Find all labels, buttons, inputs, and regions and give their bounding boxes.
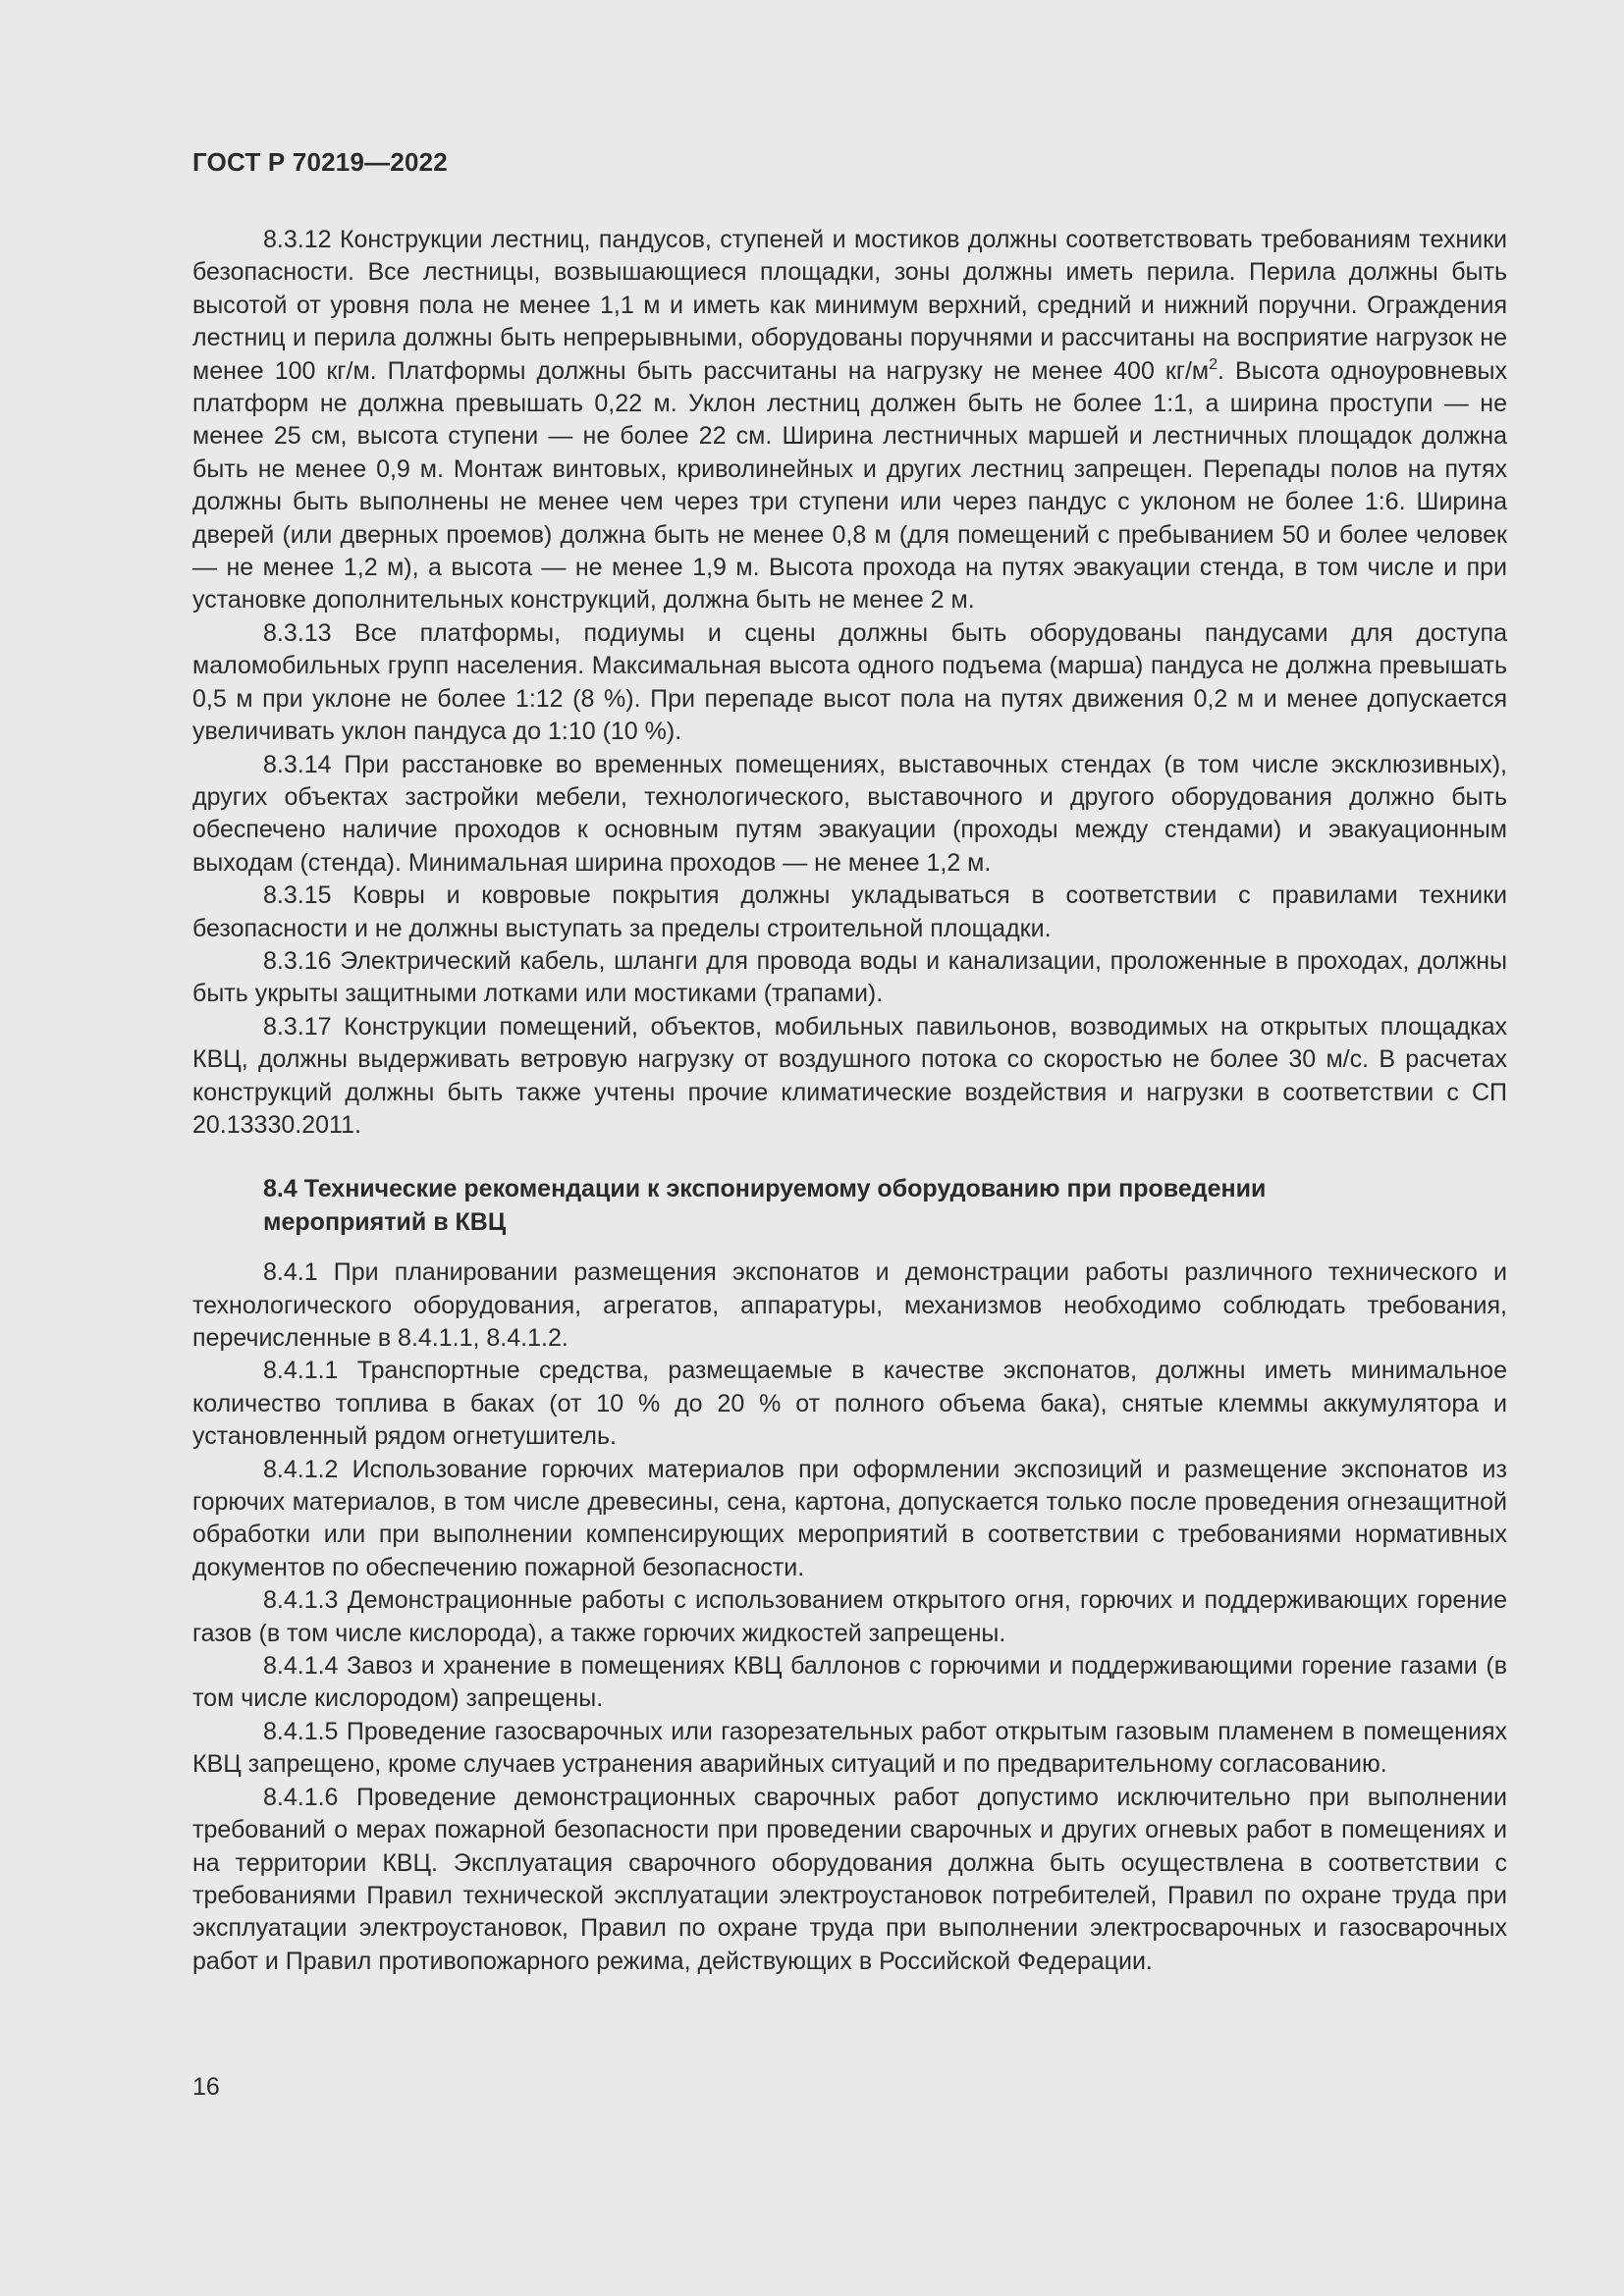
- page-number: 16: [192, 2073, 220, 2101]
- standard-header: ГОСТ Р 70219—2022: [192, 147, 448, 177]
- paragraph-8-4-1-2: 8.4.1.2 Использование горючих материалов при оформлении экспозиций и размещение экспонатов из горючих материалов, в том числе древесины, сена, картона, допускается только после проведения огнезащитной обработки или при выполнении компенсирующих мероприятий в соответствии с требованиями нормативных документов по обеспечению пожарной безопасности.: [192, 1455, 1507, 1581]
- superscript-square: 2: [1209, 355, 1218, 373]
- paragraph-8-4-1-4: 8.4.1.4 Завоз и хранение в помещениях КВЦ баллонов с горючими и поддерживающими горение газами (в том числе кислородом) запрещены.: [192, 1652, 1507, 1713]
- paragraph-8-4-1-3: 8.4.1.3 Демонстрационные работы с использованием открытого огня, горючих и поддерживающих горение газов (в том числе кислорода), а также горючих жидкостей запрещены.: [192, 1586, 1507, 1647]
- section-heading-8-4: [192, 1173, 1507, 1239]
- paragraph-8-3-13: 8.3.13 Все платформы, подиумы и сцены должны быть оборудованы пандусами для доступа маломобильных групп населения. Максимальная высота одного подъема (марша) пандуса не должна превышать 0,5 м при уклоне не более 1:12 (8 %). При перепаде высот пола на путях движения 0,2 м и менее допускается увеличивать уклон пандуса до 1:10 (10 %).: [192, 618, 1507, 746]
- paragraph-8-4-1-6: 8.4.1.6 Проведение демонстрационных сварочных работ допустимо исключительно при выполнении требований о мерах пожарной безопасности при проведении сварочных и других огневых работ в помещениях и на территории КВЦ. Эксплуатация сварочного оборудования должна быть осуществлена в соответствии с требованиями Правил технической эксплуатации электроустановок потребителей, Правил по охране труда при эксплуатации электроустановок, Правил по охране труда при выполнении электросварочных и газосварочных работ и Правил противопожарного режима, действующих в Российской Федерации.: [192, 1783, 1507, 1975]
- paragraph-8-3-17: 8.3.17 Конструкции помещений, объектов, мобильных павильонов, возводимых на открытых площадках КВЦ, должны выдерживать ветровую нагрузку от воздушного потока со скоростью не более 30 м/с. В расчетах конструкций должны быть также учтены прочие климатические воздействия и нагрузки в соответствии с СП 20.13330.2011.: [192, 1012, 1507, 1139]
- paragraph-8-4-1-5: 8.4.1.5 Проведение газосварочных или газорезательных работ открытым газовым пламенем в помещениях КВЦ запрещено, кроме случаев устранения аварийных ситуаций и по предварительному согласованию.: [192, 1717, 1507, 1779]
- paragraph-8-3-12-part-a: 8.3.12 Конструкции лестниц, пандусов, ступеней и мостиков должны соответствовать требованиям техники безопасности. Все лестницы, возвышающиеся площадки, зоны должны иметь перила. Перила должны быть высотой от уровня пола не менее 1,1 м и иметь как минимум верхний, средний и нижний поручни. Ограждения лестниц и перила должны быть непрерывными, оборудованы поручнями и рассчитаны на восприятие нагрузок не менее 100 кг/м. Платформы должны быть рассчитаны на нагрузку не менее 400 кг/м: [192, 226, 1507, 385]
- paragraph-8-3-16: 8.3.16 Электрический кабель, шланги для провода воды и канализации, проложенные в проходах, должны быть укрыты защитными лотками или мостиками (трапами).: [192, 946, 1507, 1008]
- paragraph-8-4-1-1: 8.4.1.1 Транспортные средства, размещаемые в качестве экспонатов, должны иметь минимальное количество топлива в баках (от 10 % до 20 % от полного объема бака), снятые клеммы аккумулятора и установленный рядом огнетушитель.: [192, 1357, 1507, 1451]
- section-heading-8-4-line1: 8.4 Технические рекомендации к экспонируемому оборудованию при проведении: [263, 1175, 1267, 1203]
- paragraph-8-3-14: 8.3.14 При расстановке во временных помещениях, выставочных стендах (в том числе эксклюзивных), других объектах застройки мебели, технологического, выставочного и другого оборудования должно быть обеспечено наличие проходов к основным путям эвакуации (проходы между стендами) и эвакуационным выходам (стенда). Минимальная ширина проходов — не менее 1,2 м.: [192, 750, 1507, 877]
- document-body: [192, 224, 1507, 1978]
- paragraph-8-4-1: 8.4.1 При планировании размещения экспонатов и демонстрации работы различного технического и технологического оборудования, агрегатов, аппаратуры, механизмов необходимо соблюдать требования, перечисленные в 8.4.1.1, 8.4.1.2.: [192, 1258, 1507, 1352]
- section-heading-8-4-line2: мероприятий в КВЦ: [263, 1207, 507, 1236]
- paragraph-8-3-15: 8.3.15 Ковры и ковровые покрытия должны укладываться в соответствии с правилами техники безопасности и не должны выступать за пределы строительной площадки.: [192, 881, 1507, 942]
- paragraph-8-3-12: [192, 224, 1507, 617]
- paragraph-8-3-12-part-b: . Высота одноуровневых платформ не должна превышать 0,22 м. Уклон лестниц должен быть не более 1:1, а ширина проступи — не менее 25 см, высота ступени — не более 22 см. Ширина лестничных маршей и лестничных площадок должна быть не менее 0,9 м. Монтаж винтовых, криволинейных и других лестниц запрещен. Перепады полов на путях должны быть выполнены не менее чем через три ступени или через пандус с уклоном не более 1:6. Ширина дверей (или дверных проемов) должна быть не менее 0,8 м (для помещений с пребыванием 50 и более человек — не менее 1,2 м), а высота — не менее 1,9 м. Высота прохода на путях эвакуации стенда, в том числе и при установке дополнительных конструкций, должна быть не менее 2 м.: [192, 356, 1507, 614]
